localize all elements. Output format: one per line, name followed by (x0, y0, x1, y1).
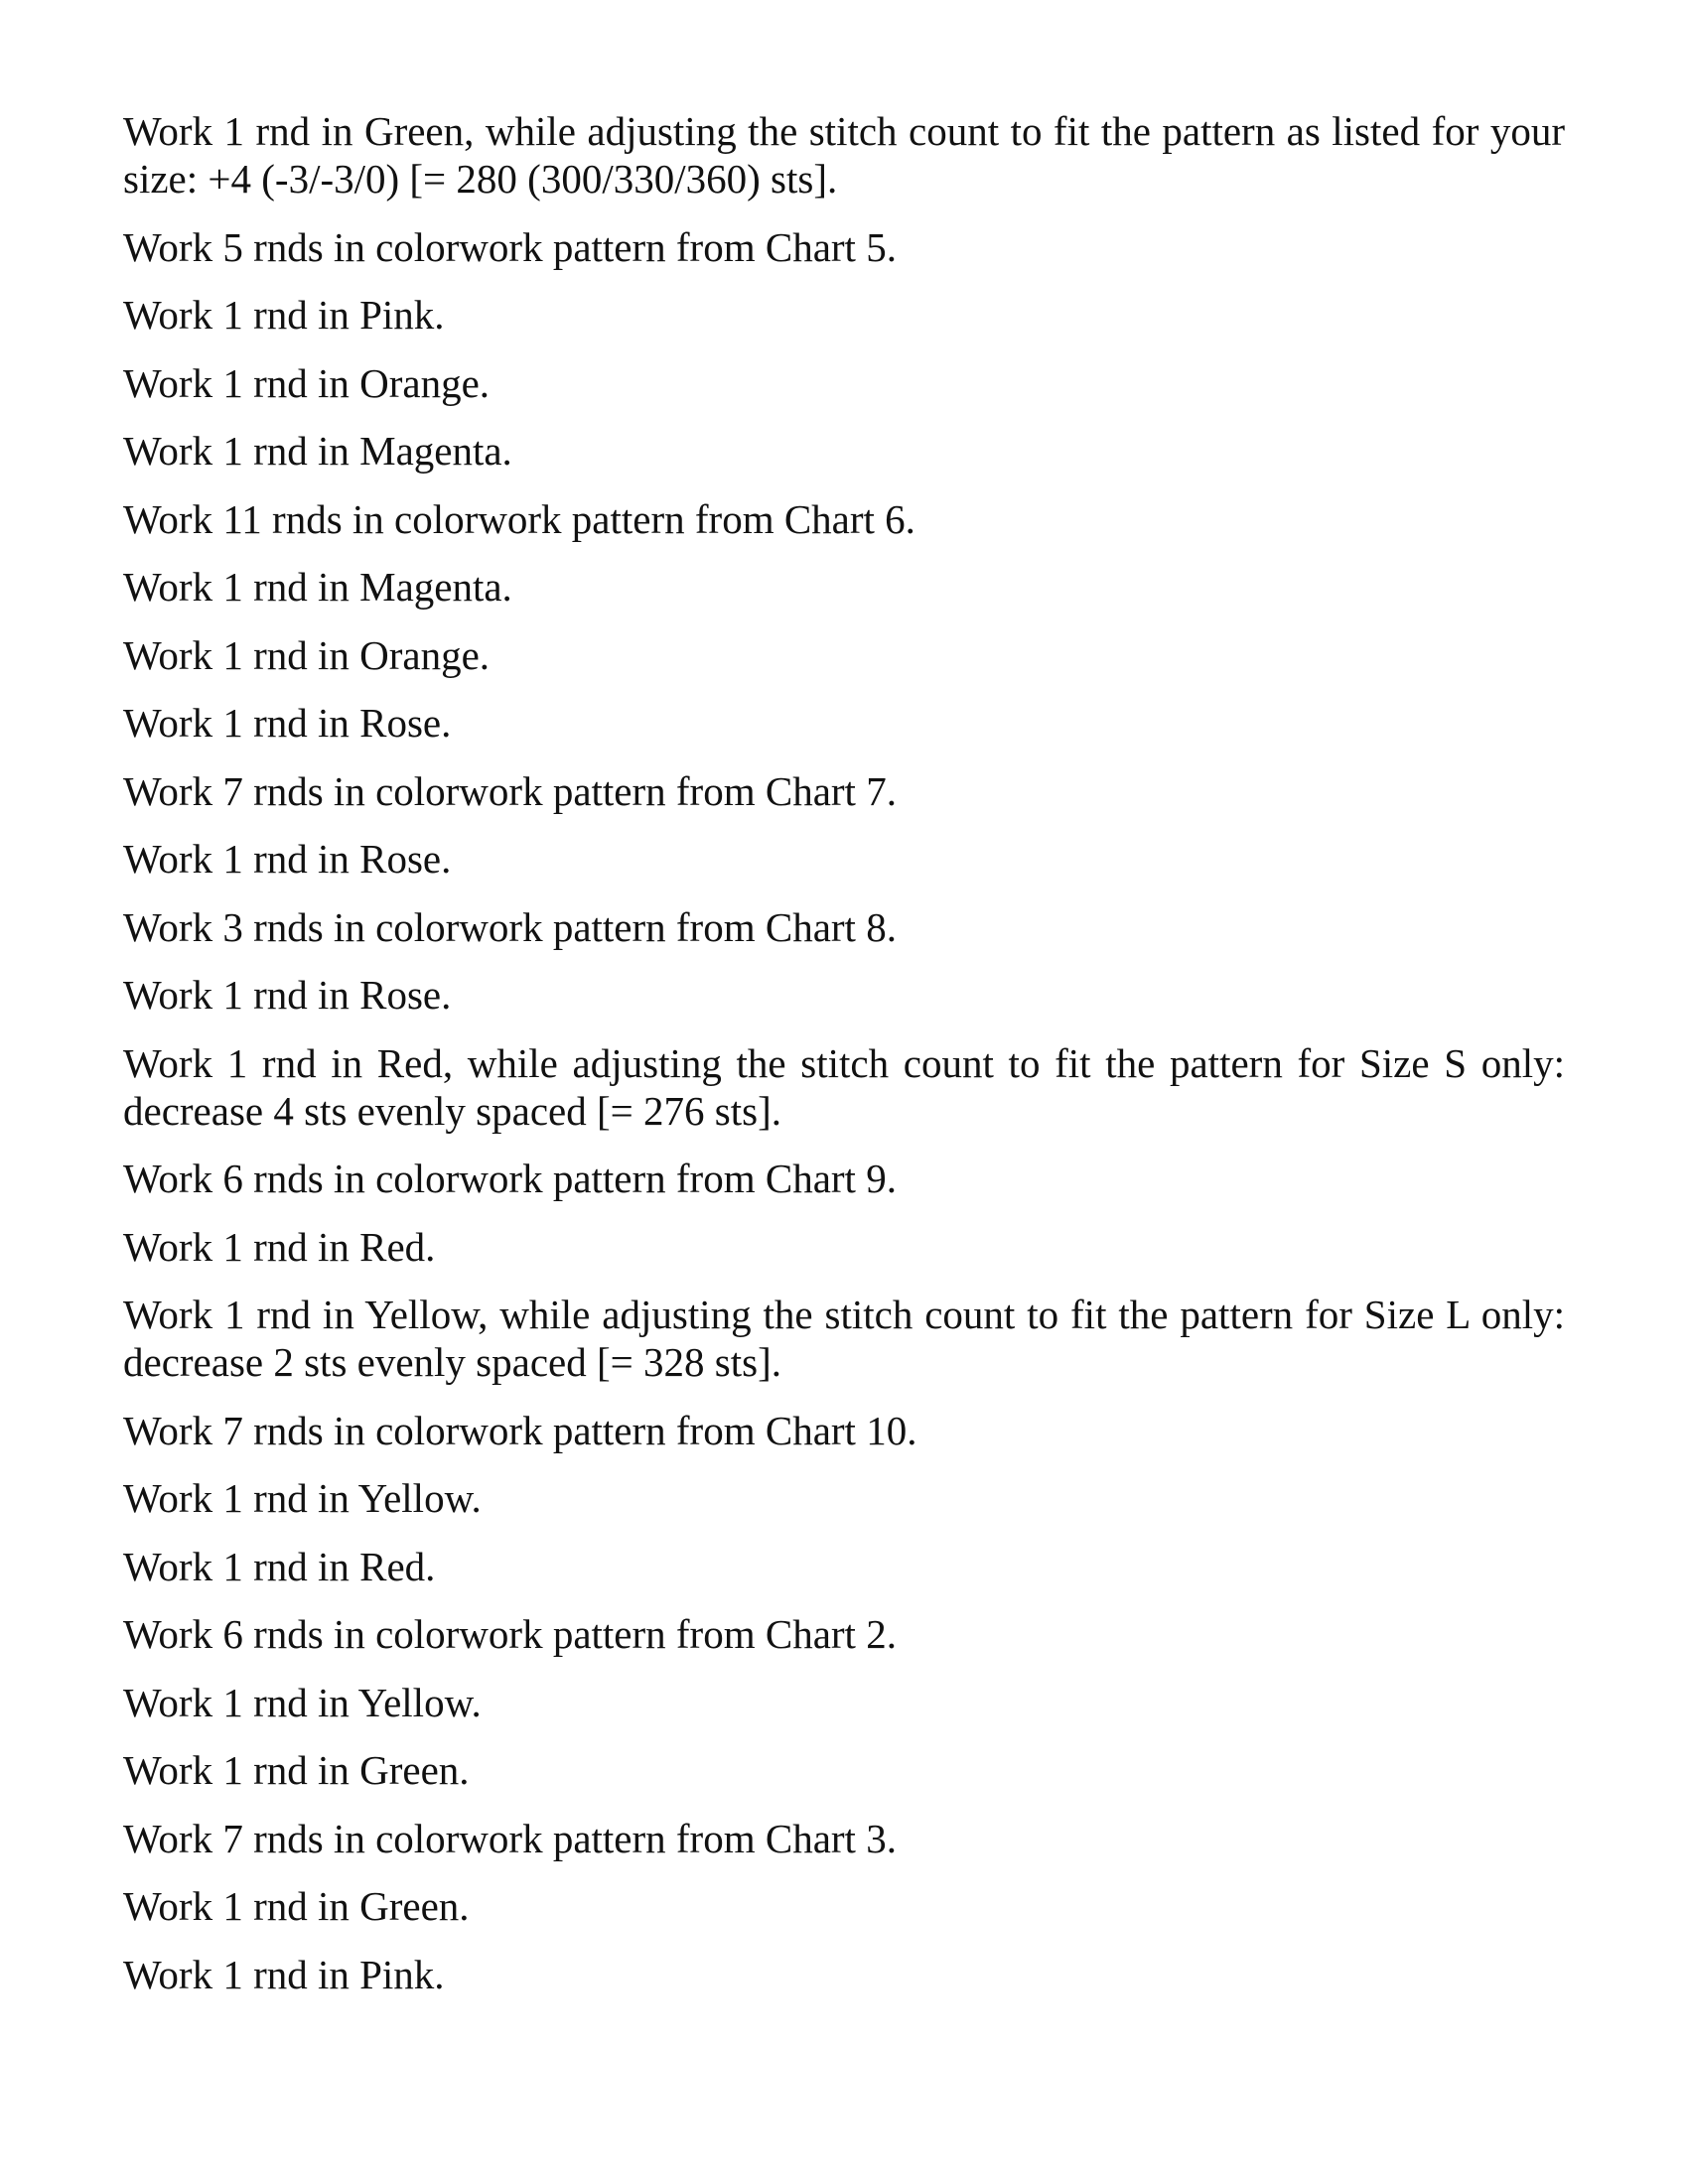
instruction-paragraph: Work 1 rnd in Red, while adjusting the stitch count to fit the pattern for Size S only: decrease 4 sts evenly spaced [= 276 sts]. (123, 1039, 1565, 1134)
instruction-paragraph: Work 1 rnd in Rose. (123, 836, 452, 882)
instruction-paragraph: Work 7 rnds in colorwork pattern from Chart 7. (123, 767, 897, 814)
instruction-paragraph: Work 1 rnd in Orange. (123, 359, 491, 406)
instruction-paragraph: Work 7 rnds in colorwork pattern from Chart 10. (123, 1407, 917, 1453)
instruction-paragraph: Work 1 rnd in Magenta. (123, 428, 512, 474)
instruction-paragraph: Work 1 rnd in Rose. (123, 700, 452, 746)
instruction-paragraph: Work 1 rnd in Pink. (123, 1951, 445, 1997)
instruction-paragraph: Work 1 rnd in Red. (123, 1223, 436, 1270)
instruction-paragraph: Work 1 rnd in Magenta. (123, 564, 512, 610)
instruction-paragraph: Work 1 rnd in Orange. (123, 631, 491, 678)
instruction-paragraph: Work 11 rnds in colorwork pattern from Chart 6. (123, 495, 915, 542)
instruction-paragraph: Work 1 rnd in Yellow. (123, 1679, 482, 1725)
instruction-paragraph: Work 1 rnd in Yellow. (123, 1475, 482, 1521)
instruction-paragraph: Work 1 rnd in Rose. (123, 972, 452, 1018)
instruction-paragraph: Work 1 rnd in Green. (123, 1883, 470, 1929)
instruction-paragraph: Work 6 rnds in colorwork pattern from Chart 2. (123, 1611, 897, 1657)
instruction-paragraph: Work 1 rnd in Yellow, while adjusting the stitch count to fit the pattern for Size L only: decrease 2 sts evenly spaced [= 328 sts]. (123, 1292, 1565, 1385)
instruction-paragraph: Work 3 rnds in colorwork pattern from Chart 8. (123, 903, 897, 950)
instruction-paragraph: Work 5 rnds in colorwork pattern from Chart 5. (123, 223, 897, 270)
instruction-paragraph: Work 1 rnd in Pink. (123, 292, 445, 338)
instruction-paragraph: Work 6 rnds in colorwork pattern from Chart 9. (123, 1156, 897, 1201)
instruction-paragraph: Work 1 rnd in Red. (123, 1543, 436, 1589)
instruction-paragraph: Work 7 rnds in colorwork pattern from Chart 3. (123, 1815, 897, 1861)
document-page (123, 107, 1565, 1998)
instruction-paragraph: Work 1 rnd in Green, while adjusting the stitch count to fit the pattern as listed for your size: +4 (-3/-3/0) [= 280 (300/330/360) sts]. (123, 108, 1565, 202)
instruction-paragraph: Work 1 rnd in Green. (123, 1747, 470, 1793)
